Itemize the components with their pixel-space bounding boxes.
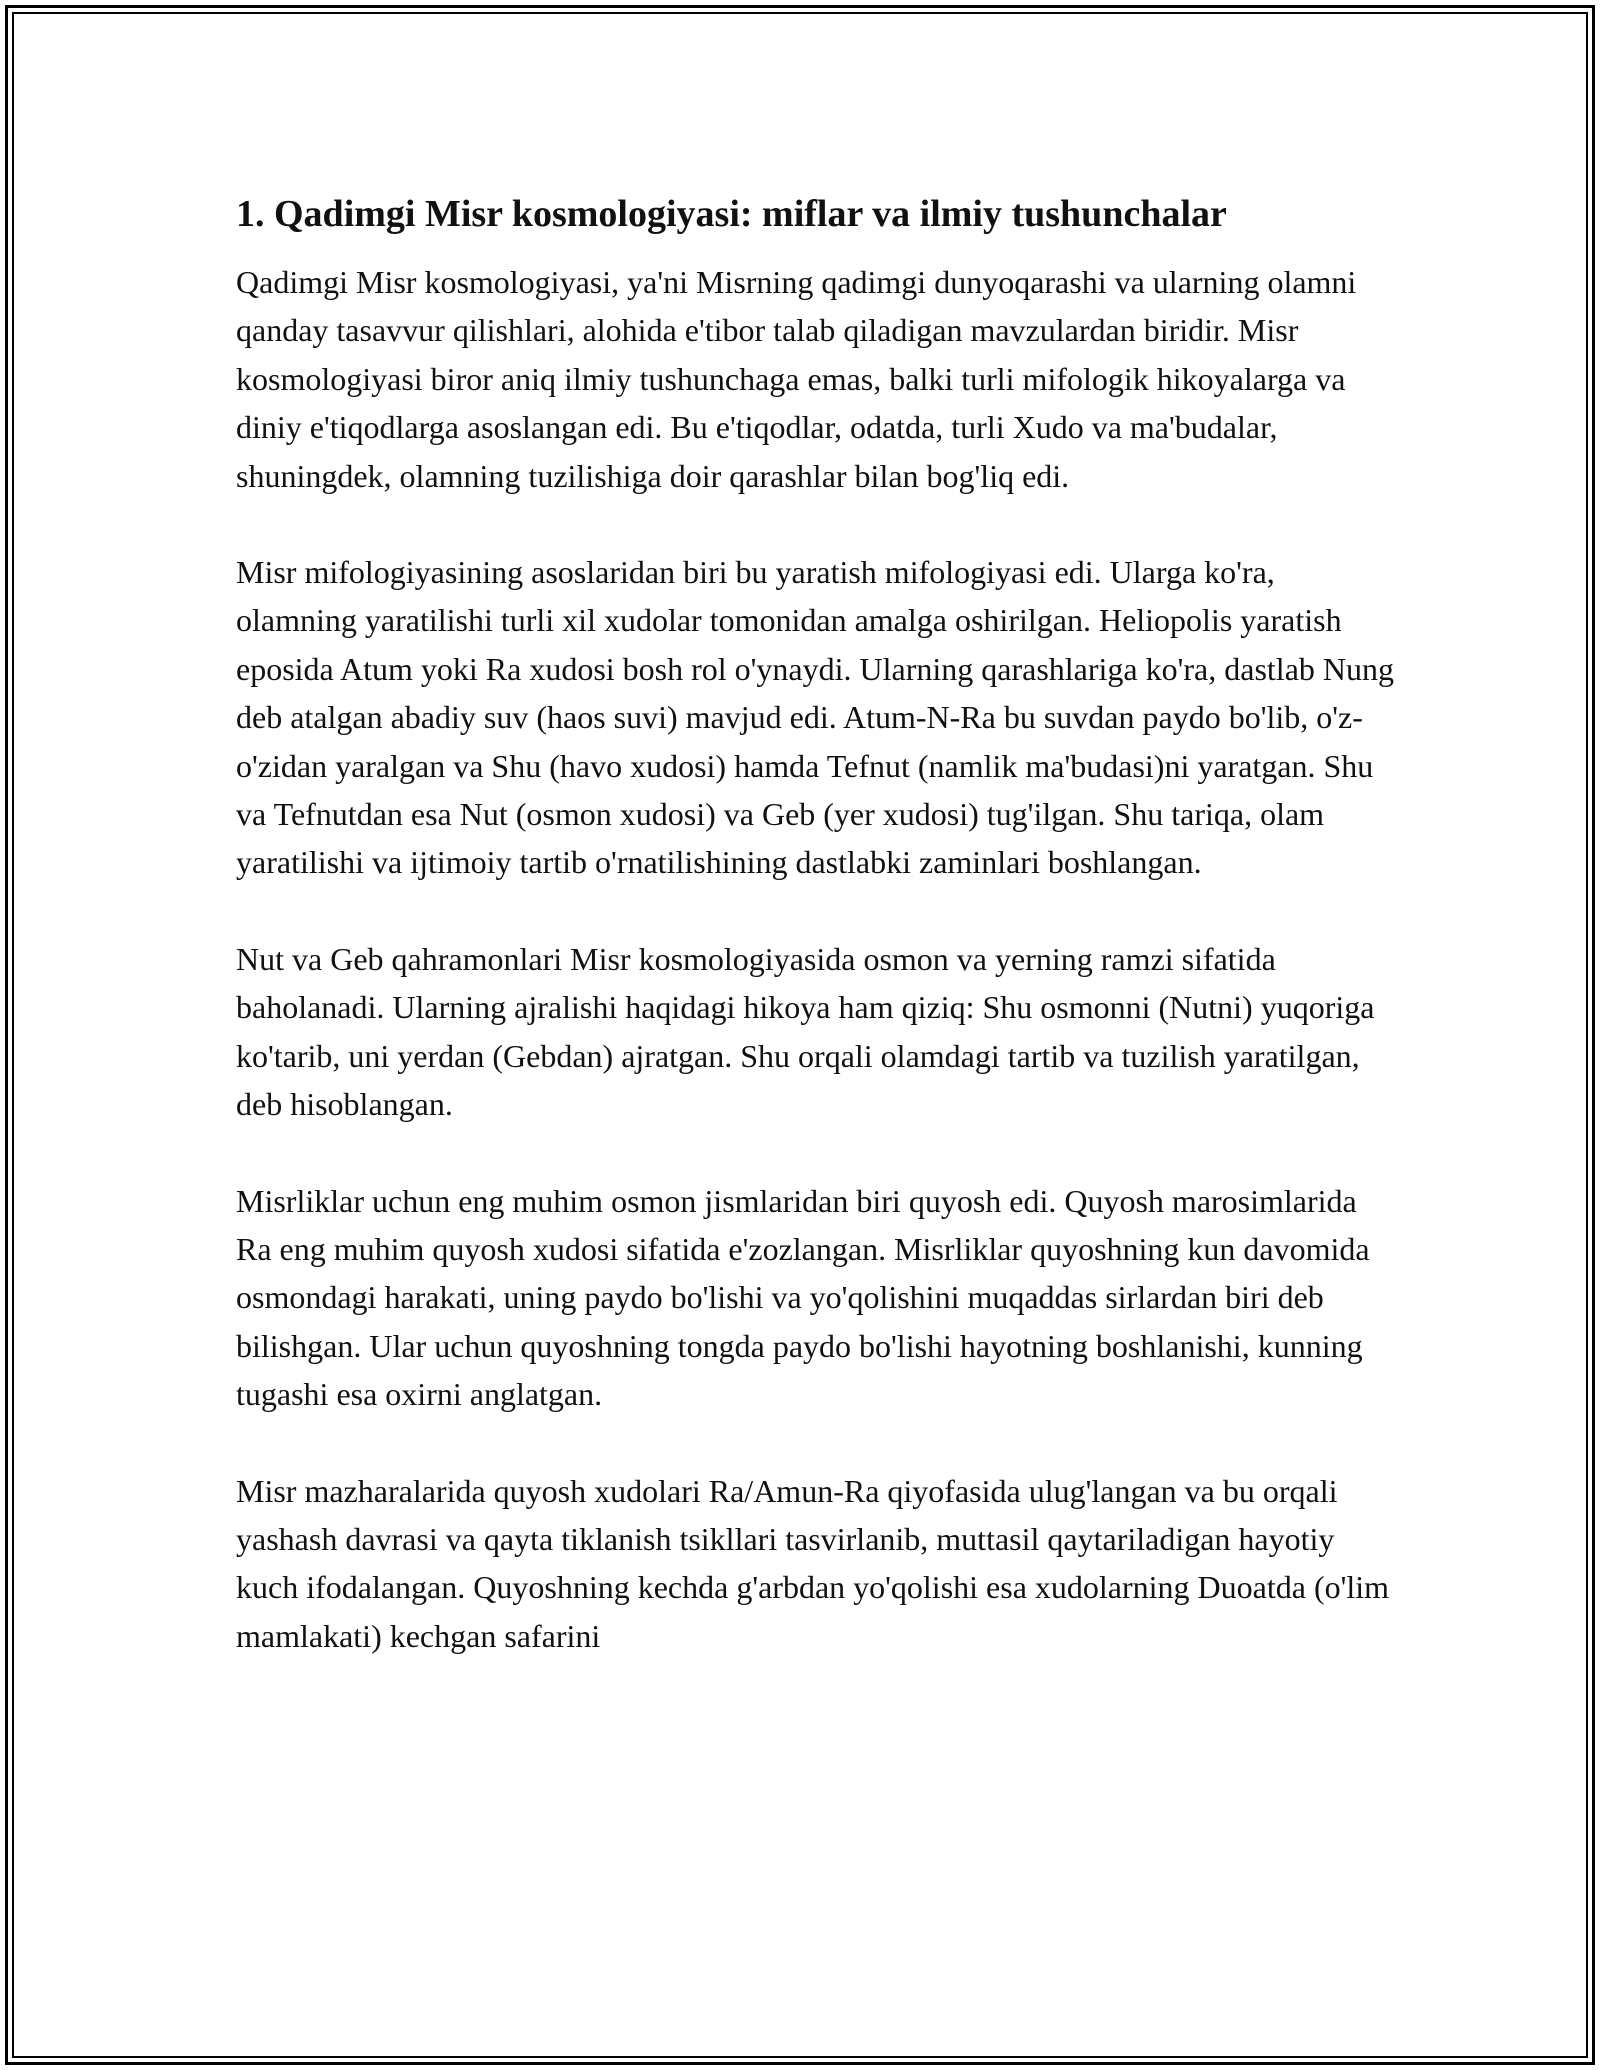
paragraph-5: Misr mazharalarida quyosh xudolari Ra/Amun-Ra qiyofasida ulug'langan va bu orqali yashash davrasi va qayta tiklanish tsikllari tasvirlanib, muttasil qaytariladigan hayotiy kuch ifodalangan. Quyoshning kechda g'arbdan yo'qolishi esa xudolarning Duoatda (o'lim mamlakati) kechgan safarini (236, 1472, 1390, 1654)
paragraph-4: Misrliklar uchun eng muhim osmon jismlaridan biri quyosh edi. Quyosh marosimlarida Ra eng muhim quyosh xudosi sifatida e'zozlangan. Misrliklar quyoshning kun davomida osmondagi harakati, uning paydo bo'lishi va yo'qolishini muqaddas sirlardan biri deb bilishgan. Ular uchun quyoshning tongda paydo bo'lishi hayotning boshlanishi, kunning tugashi esa oxirni anglatgan. (236, 1182, 1370, 1413)
section-heading: 1. Qadimgi Misr kosmologiyasi: miflar va ilmiy tushunchalar (236, 193, 1227, 235)
document-body (236, 188, 1396, 1708)
paragraph-3: Nut va Geb qahramonlari Misr kosmologiyasida osmon va yerning ramzi sifatida baholanadi. Ularning ajralishi haqidagi hikoya ham qiziq: Shu osmonni (Nutni) yuqoriga ko'tarib, uni yerdan (Gebdan) ajratgan. Shu orqali olamdagi tartib va tuzilish yaratilgan, deb hisoblangan. (236, 940, 1375, 1123)
paragraph-2: Misr mifologiyasining asoslaridan biri bu yaratish mifologiyasi edi. Ularga ko'ra, olamning yaratilishi turli xil xudolar tomonidan amalga oshirilgan. Heliopolis yaratish eposida Atum yoki Ra xudosi bosh rol o'ynaydi. Ularning qarashlariga ko'ra, dastlab Nung deb atalgan abadiy suv (haos suvi) mavjud edi. Atum-N-Ra bu suvdan paydo bo'lib, o'z-o'zidan yaralgan va Shu (havo xudosi) hamda Tefnut (namlik ma'budasi)ni yaratgan. Shu va Tefnutdan esa Nut (osmon xudosi) va Geb (yer xudosi) tug'ilgan. Shu tariqa, olam yaratilishi va ijtimoiy tartib o'rnatilishining dastlabki zaminlari boshlangan. (236, 554, 1394, 881)
paragraph-1: Qadimgi Misr kosmologiyasi, ya'ni Misrning qadimgi dunyoqarashi va ularning olamni qanday tasavvur qilishlari, alohida e'tibor talab qiladigan mavzulardan biridir. Misr kosmologiyasi biror aniq ilmiy tushunchaga emas, balki turli mifologik hikoyalarga va diniy e'tiqodlarga asoslangan edi. Bu e'tiqodlar, odatda, turli Xudo va ma'budalar, shuningdek, olamning tuzilishiga doir qarashlar bilan bog'liq edi. (236, 264, 1357, 494)
